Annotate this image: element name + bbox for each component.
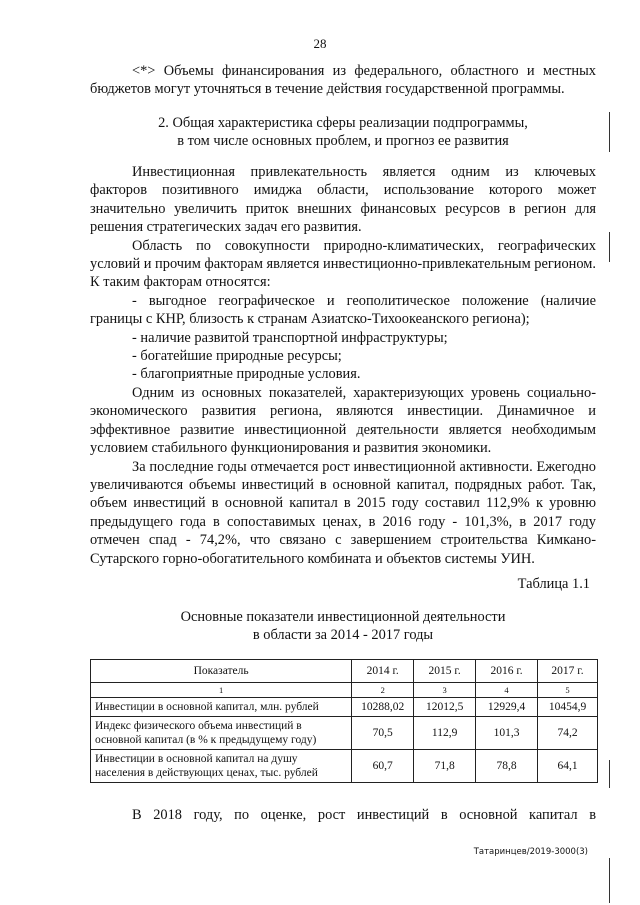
margin-mark [609,760,610,788]
list-item-4: - благоприятные природные условия. [132,366,361,383]
table-cell: 12929,4 [476,698,538,717]
page-number: 28 [313,36,327,51]
paragraph-3: Одним из основных показателей, характеризующих уровень социально-экономического развития региона, являются инвестиции. Динамичное и эффективное развитие инвестиционной деятельности является необходимым условием стабильного функционирования и развития экономики. [90,384,596,457]
table-index-cell: 4 [476,683,538,698]
table-cell-label: Индекс физического объема инвестиций в основной капитал (в % к предыдущему году) [91,717,352,750]
table-cell-label: Инвестиции в основной капитал, млн. рублей [91,698,352,717]
table-header-cell: 2015 г. [414,660,476,683]
section-heading [90,114,596,151]
table-label: Таблица 1.1 [517,576,590,592]
footnote [90,62,596,99]
closing-text-block [90,806,596,824]
table-header-cell: 2017 г. [538,660,598,683]
paragraph-1: Инвестиционная привлекательность является одним из ключевых факторов позитивного имиджа области, использование которого может значительно увеличить приток внешних финансовых ресурсов в регион для решения стратегических задач его развития. [90,164,596,236]
table-title [90,608,596,645]
table-cell: 71,8 [414,750,476,783]
paragraph-2: Область по совокупности природно-климатических, географических условий и прочим факторам является инвестиционно-привлекательным регионом. К таким факторам относятся: [90,237,596,291]
table-cell: 74,2 [538,717,598,750]
closing-text: В 2018 году, по оценке, рост инвестиций в основной капитал в [132,807,596,823]
table-header-cell: 2014 г. [352,660,414,683]
table-cell: 60,7 [352,750,414,783]
table-cell: 10454,9 [538,698,598,717]
table-cell: 10288,02 [352,698,414,717]
table-index-row [91,683,598,698]
margin-mark [609,232,610,262]
table-cell-label: Инвестиции в основной капитал на душу населения в действующих ценах, тыс. рублей [91,750,352,783]
table-row [91,717,598,750]
table-index-cell: 2 [352,683,414,698]
section-heading-line-2: в том числе основных проблем, и прогноз ее развития [177,133,509,150]
margin-mark [609,112,610,152]
table-header-cell: 2016 г. [476,660,538,683]
body-text [90,163,596,568]
table-header-row [91,660,598,683]
table-title-line-2: в области за 2014 - 2017 годы [252,627,434,644]
table-cell: 78,8 [476,750,538,783]
table-row [91,698,598,717]
table-cell: 12012,5 [414,698,476,717]
table-header-cell: Показатель [91,660,352,683]
table-index-cell: 3 [414,683,476,698]
list-item-3: - богатейшие природные ресурсы; [132,348,342,365]
table-row [91,750,598,783]
footer-reference: Татаринцев/2019-3000(3) [473,847,588,857]
section-heading-line-1: 2. Общая характеристика сферы реализации подпрограммы, [158,115,528,131]
table-cell: 112,9 [414,717,476,750]
margin-mark [609,858,610,903]
paragraph-4: За последние годы отмечается рост инвестиционной активности. Ежегодно увеличиваются объемы инвестиций в основной капитал, подрядных работ. Так, объем инвестиций в основной капитал в 2015 году составил 112,9% к уровню предыдущего года в сопоставимых ценах, в 2016 году - 101,3%, в 2017 году отмечен спад - 74,2%, что связано с завершением строительства Кимкано-Сутарского горно-обогатительного комбината и объектов системы УИН. [90,458,596,567]
list-item-1: - выгодное географическое и геополитическое положение (наличие границы с КНР, близость к странам Азиатско-Тихоокеанского региона); [90,292,596,328]
investment-table [90,659,598,783]
table-index-cell: 5 [538,683,598,698]
footnote-text: <*> Объемы финансирования из федерального, областного и местных бюджетов могут уточняться в течение действия государственной программы. [90,63,596,98]
table-cell: 101,3 [476,717,538,750]
table-cell: 70,5 [352,717,414,750]
table-cell: 64,1 [538,750,598,783]
table-title-line-1: Основные показатели инвестиционной деятельности [180,609,506,625]
list-item-2: - наличие развитой транспортной инфраструктуры; [132,329,448,346]
table-index-cell: 1 [91,683,352,698]
